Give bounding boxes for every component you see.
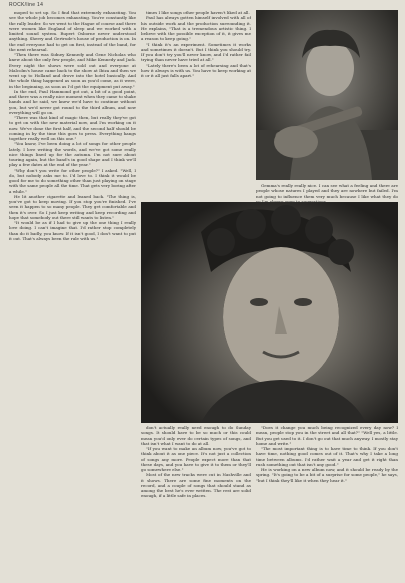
paragraph: "Why don't you write for other people?" I asked. "Well, I do, but nobody asks me to. I'd love to. I think it would be good for me to do something other than just playing on stage with the same people all the time. That gets very boring after a while." — [9, 167, 136, 194]
paragraph: Most of the new tracks were cut in Nashville and it shows. There are some fine moments on the record, and a couple of songs that should stand as among the best he's ever written. The rest are solid enough, if a little safe in places. — [141, 472, 251, 499]
paragraph: "There was that kind of magic then, but really they've got to get on with the new material now, and I'm working on it now. We've done the first half, and the second half should be coming in by the time this goes to press. Everything hangs together really well on this one." — [9, 115, 136, 141]
article-column-right-bottom — [256, 425, 398, 577]
paragraph: He lit another cigarette and leaned back. "The thing is, you've got to keep moving. If you stop you're finished. I've seen it happen to so many people. They get comfortable and then it's over. So I just keep writing and keep recording and hope that somebody out there still wants to listen." — [9, 193, 136, 220]
paragraph: He is working on a new album now, and it should be ready by the spring. "It's going to be a bit of a surprise for some people," he says, "but I think they'll like it when they hear it." — [256, 467, 398, 483]
article-column-middle-top — [141, 10, 251, 201]
paragraph: moped to set up. So I find that extremely exhausting. You see the whole job becomes exhausting. You're constantly like the rally leader. So we went to the Hague of course and there were women like England of sleep and we worked with a limited sound system. Rupert Osborne never understood anything. Sherry and Gertrude's house of production is on. In the end everyone had to get on first, instead of the band, for the next rehearsal. — [9, 10, 136, 52]
paragraph: Gemma's really really nice. I can see what a feeling and there are people whose natures I played and they are nowhere but failed. I'm not going to influence them very much because I like what they do — [256, 183, 398, 199]
paragraph: don't actually really need enough to do Sunday songs. It should have to be so much or this could mean you'd only ever do certain types of songs, and that isn't what I want to do at all. — [141, 425, 251, 446]
paragraph: "You know, I've been doing a lot of songs for other people lately. I love writing the words, and we've got some really nice things lined up for the autumn. I'm not sure about touring again, but the band's in good shape and I think we'll play a few dates at the end of the year." — [9, 141, 136, 168]
paragraph: "It would be as if I had to give up the one thing I really love doing. I can't imagine that. I'd rather stop completely than do it badly, you know. If it isn't good, I don't want to put it out. That's always been the rule with us." — [9, 220, 136, 241]
paragraph: Paul has always gotten himself involved with all of his outside work and the production surrounding it. He explains, "That is a tremendous artistic thing. I believe with the possible exception of it, it gives me a reason to keep going." — [141, 15, 251, 42]
paragraph: "Does it change you much being recognized every day now? I mean, people stop you in the street and all that?" "Well yes, a little. But you get used to it. I don't go out that much anyway. I mostly stay home and write." — [256, 425, 398, 446]
paragraph: times I like songs other people haven't liked at all. — [146, 10, 250, 15]
paragraph: "If you want to make an album now, you've got to think about it as one piece. It's not just a collection of songs any more. People expect more than that these days, and you have to give it to them or they'll go somewhere else." — [141, 446, 251, 472]
paragraph: "Then there was Sidney Kennedy and Gene Nicholas who knew about the only few people, and Mike Kennedy and Jack. Every night the shows were sold out and everyone at Malcolm's house came back to the show at Ibiza and then we went up to Holland and drove into the hotel basically. And the whole thing happened as soon as you'd come, as it were, in the beginning, as soon as I'd got the equipment put away." — [9, 52, 136, 89]
paragraph: "I think it's an experiment. Sometimes it works and sometimes it doesn't. But I think you should try. If you don't try you'll never know, and I'd rather fail trying than never have tried at all." — [141, 41, 251, 63]
running-head: ROCK/line 14 — [9, 2, 44, 8]
article-column-left — [9, 10, 136, 577]
article-column-middle-bottom — [141, 425, 251, 577]
photo-close-up-icon — [141, 202, 398, 423]
paragraph: In the end, Paul Hammond got out, a bit of a good point, and there was a really nice moment when they came to shake hands and he said, we knew we'd have to continue without you, but we'd never got round to the third album, and now everything will go on. — [9, 88, 136, 115]
paragraph: "The most important thing is to have time to think. If you don't have time, nothing good comes out of it. That's why I take a long time between albums. I'd rather wait a year and get it right than rush something out that isn't any good." — [256, 446, 398, 467]
photo-portrait-icon — [256, 10, 398, 180]
paragraph: "Lately there's been a lot of rehearsing and that's how it always is with us. You have to keep working at it or it all just falls apart." — [141, 62, 251, 78]
